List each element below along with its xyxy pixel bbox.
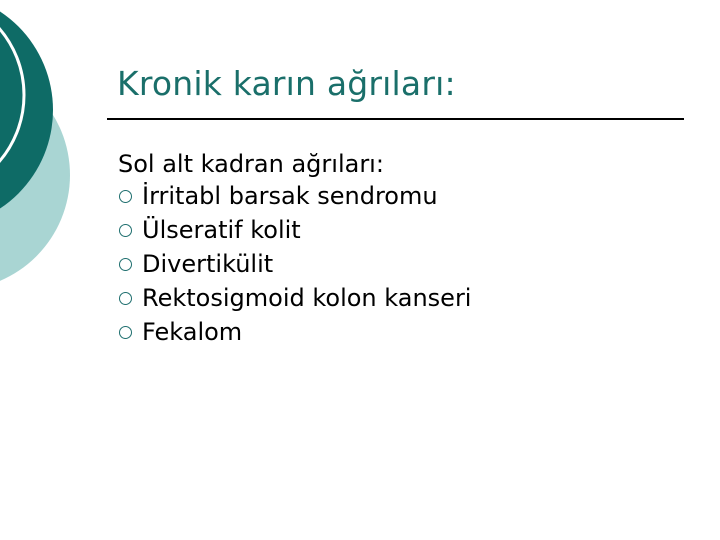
- list-item-label: Fekalom: [142, 318, 243, 346]
- hollow-circle-bullet-icon: [119, 258, 132, 271]
- page-title: Kronik karın ağrıları:: [117, 64, 456, 103]
- title-divider: [107, 118, 684, 120]
- hollow-circle-bullet-icon: [119, 326, 132, 339]
- hollow-circle-bullet-icon: [119, 292, 132, 305]
- list-item: [118, 182, 471, 210]
- section-intro: Sol alt kadran ağrıları:: [118, 150, 384, 178]
- list-item: [118, 216, 471, 244]
- list-item: [118, 318, 471, 346]
- content-body: [118, 146, 471, 352]
- list-item-label: İrritabl barsak sendromu: [142, 182, 438, 210]
- list-item-label: Ülseratif kolit: [142, 216, 301, 244]
- list-item: [118, 250, 471, 278]
- hollow-circle-bullet-icon: [119, 190, 132, 203]
- list-item-label: Rektosigmoid kolon kanseri: [142, 284, 472, 312]
- list-item: [118, 284, 471, 312]
- bullet-list: [118, 182, 471, 346]
- hollow-circle-bullet-icon: [119, 224, 132, 237]
- list-item-label: Divertikülit: [142, 250, 274, 278]
